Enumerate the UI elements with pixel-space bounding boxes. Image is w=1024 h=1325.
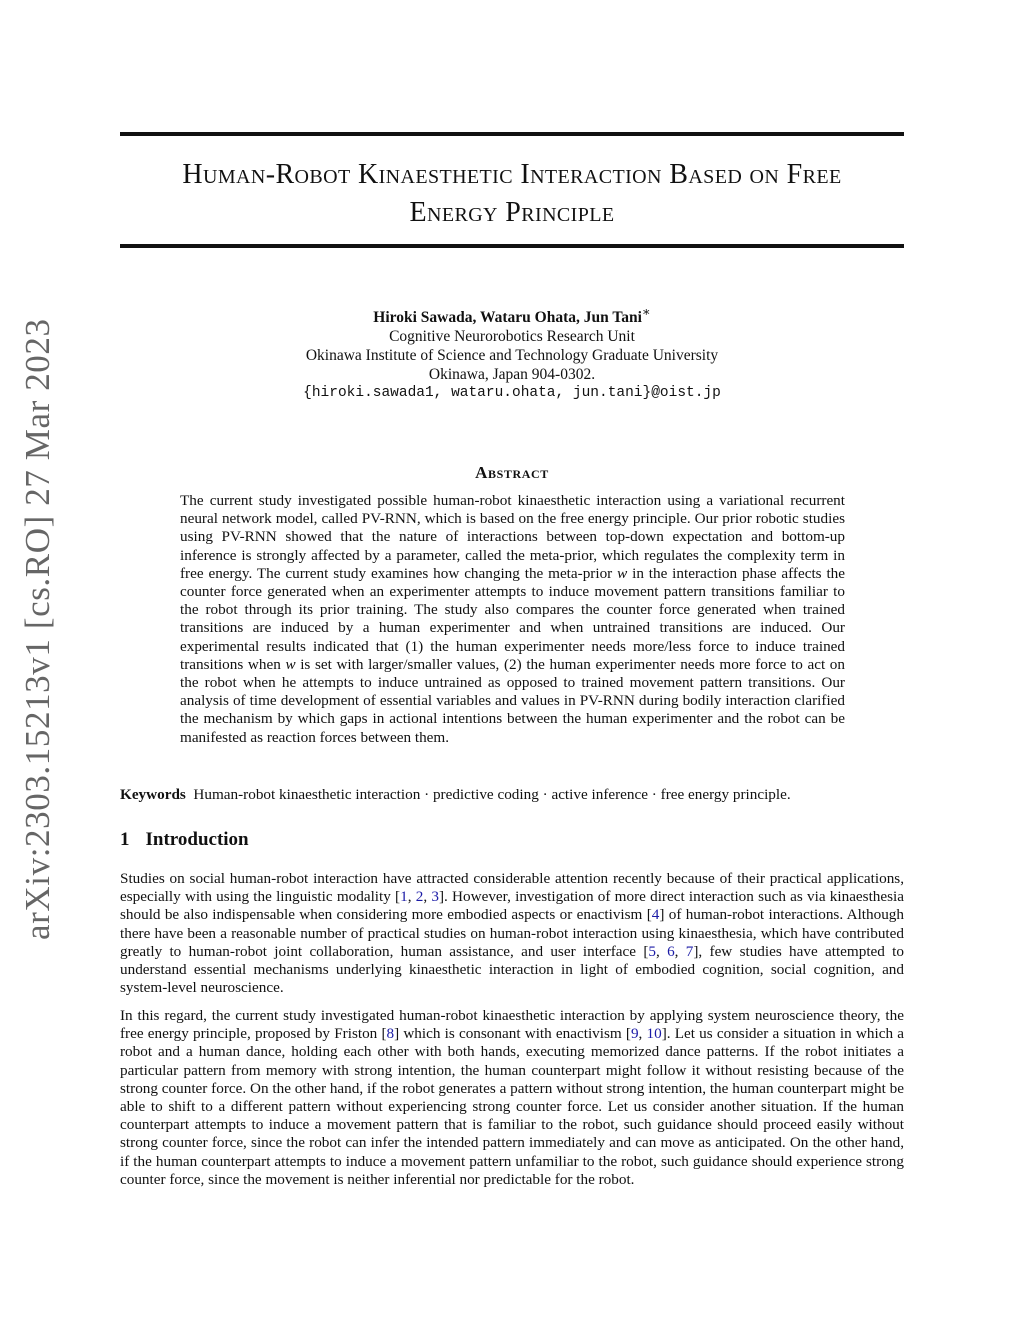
citation-link[interactable]: 4 [651,906,660,924]
paragraph-text: Studies on social human-robot interaction have attracted considerable attention recently because of their practical applications, especially with using the linguistic modality [ [120,870,904,906]
paragraph-text: ]. However, investigation of more direct interaction such as via kinaesthesia should be also indispensable when considering more embodied aspects or enactivism [ [120,888,905,924]
section-title: Introduction [145,829,249,850]
author-names-line [212,302,812,327]
intro-paragraph-1 [120,870,904,997]
title-bottom-rule [120,244,904,248]
abstract-heading: Abstract [475,463,549,482]
paragraph-text: ], few studies have attempted to understand essential mechanisms underlying kinaesthetic interaction in light of embodied cognition, social cognition, and system-level neuroscience. [120,942,904,997]
author-footnote-mark: ∗ [641,304,651,319]
citation-link[interactable]: 5 [648,942,656,960]
abstract-text: in the interaction phase affects the counter force generated when an experimenter attempts to induce movement pattern transitions familiar to the robot through its prior training. The study also compares the counter force generated when trained transitions are induced by a human experimenter and when untrained transitions are induced. Our experimental results indicated that (1) the human experimenter needs more/less force to induce trained transitions when [180,564,846,673]
title-top-rule [120,132,904,136]
math-var-w: w [617,564,628,582]
affiliation-unit: Cognitive Neurorobotics Research Unit [389,328,635,346]
abstract-body [180,492,845,747]
keywords-text: Human-robot kinaesthetic interaction · predictive coding · active inference · free energy principle. [193,786,791,803]
citation-link[interactable]: 10 [646,1025,662,1043]
citation-separator: , [407,888,416,906]
citation-separator: , [638,1025,647,1043]
affiliation-institute: Okinawa Institute of Science and Technology Graduate University [305,347,719,365]
citation-link[interactable]: 1 [400,888,408,906]
paragraph-text: ]. Let us consider a situation in which a robot and a human dance, holding each other with both hands, executing memorized dance patterns. If the robot initiates a particular pattern from memory with strong intention, the human counterpart might follow it without resisting because of the strong counter force. On the other hand, if the robot generates a pattern without strong intention, the human counterpart might be able to shift to a different pattern without experiencing strong counter force. Let us consider another situation. If the human counterpart attempts to induce a movement pattern that is familiar to the robot, such guidance should proceed easily without strong counter force, since the robot can infer the intended pattern immediately and can move as anticipated. On the other hand, if the human counterpart attempts to induce a movement pattern unfamiliar to the robot, such guidance should experience strong counter force, since the movement is neither inferential nor predictable for the robot. [120,1025,904,1188]
arxiv-identifier: arXiv:2303.15213v1 [cs.RO] 27 Mar 2023 [18,318,57,940]
citation-link[interactable]: 3 [431,888,439,906]
abstract-text: The current study investigated possible human-robot kinaesthetic interaction using a variational recurrent neural network model, called PV-RNN, which is based on the free energy principle. Our prior robotic studies using PV-RNN showed that the nature of interactions between top-down expectation and bottom-up inference is strongly affected by a parameter, called the meta-prior, which regulates the complexity term in free energy. The current study examines how changing the meta-prior [180,492,845,582]
title-line-2: Energy Principle [409,197,615,228]
citation-link[interactable]: 8 [386,1025,395,1043]
paragraph-text: In this regard, the current study investigated human-robot kinaesthetic interaction by applying system neuroscience theory, the free energy principle, proposed by Friston [ [120,1007,904,1043]
citation-separator: , [674,942,686,960]
section-number: 1 [120,829,130,850]
citation-link[interactable]: 2 [415,888,424,906]
paragraph-text: ] which is consonant with enactivism [ [394,1025,631,1043]
citation-separator: , [655,942,668,960]
citation-link[interactable]: 7 [685,942,694,960]
paper-title [120,156,904,232]
citation-separator: , [423,888,432,906]
math-var-w: w [285,655,296,673]
citation-link[interactable]: 9 [630,1025,639,1043]
citation-link[interactable]: 6 [667,942,675,960]
author-email: {hiroki.sawada1, wataru.ohata, jun.tani}@oist.jp [303,385,721,402]
section-heading-introduction [120,829,249,851]
author-block [212,302,812,403]
intro-paragraph-2 [120,1007,904,1189]
title-line-1: Human-Robot Kinaesthetic Interaction Based on Free [182,159,842,190]
keywords [120,785,904,804]
affiliation-address: Okinawa, Japan 904-0302. [428,366,596,384]
paragraph-text: ] of human-robot interactions. Although there have been a reasonable number of practical studies on human-robot interaction using kinaesthesia, which have contributed greatly to human-robot joint collaboration, human assistance, and user interface [ [120,906,904,960]
author-names: Hiroki Sawada, Wataru Ohata, Jun Tani [373,309,642,327]
abstract-text: is set with larger/smaller values, (2) the human experimenter needs more force to act on the robot when he attempts to induce untrained as opposed to trained movement pattern transitions. Our analysis of time development of essential variables and values in PV-RNN during bodily interaction clarified the mechanism by which gaps in actional intentions between the human experimenter and the robot can be manifested as reaction forces between them. [180,655,845,746]
keywords-label: Keywords [120,786,186,803]
